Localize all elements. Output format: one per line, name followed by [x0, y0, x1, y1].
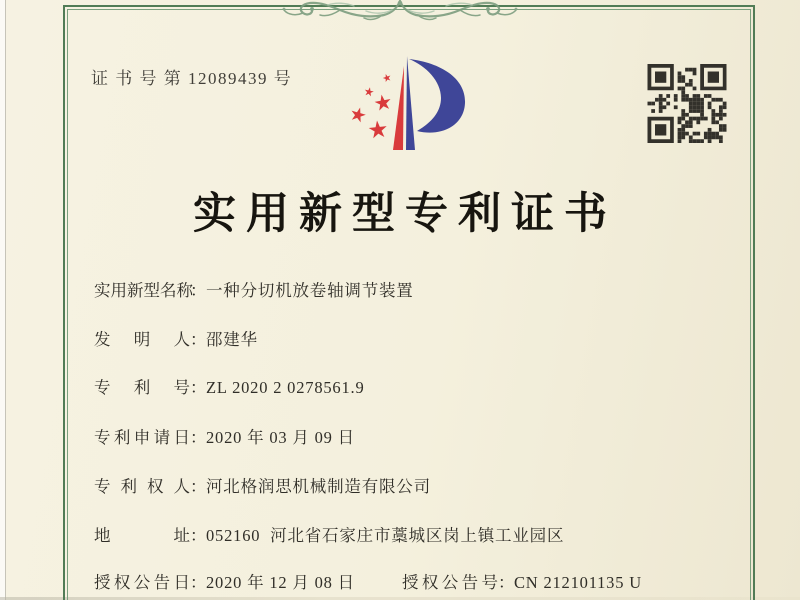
- field-label: 专利申请日: [94, 428, 190, 447]
- field-row-filing-date: [94, 427, 740, 449]
- field-row-address: [94, 525, 740, 547]
- field-row-patentee: [94, 476, 740, 498]
- cnipa-patent-logo-icon: [330, 53, 480, 163]
- field-value: 邵建华: [206, 330, 258, 349]
- grant-number-group: [402, 572, 642, 594]
- field-colon: ：: [190, 378, 207, 397]
- field-label: 专利号: [94, 378, 190, 397]
- field-colon: ：: [190, 477, 207, 496]
- field-value: 河北格润思机械制造有限公司: [206, 477, 431, 496]
- field-value: 2020 年 03 月 09 日: [206, 428, 355, 447]
- field-label: 专利权人: [94, 477, 190, 496]
- field-row-inventor: [94, 329, 740, 351]
- field-colon: ：: [190, 428, 207, 447]
- qr-code-icon: [647, 64, 727, 143]
- field-colon: ：: [190, 281, 207, 300]
- field-colon: ：: [190, 526, 207, 545]
- certificate-number: 证 书 号 第 12089439 号: [91, 69, 293, 88]
- field-value: ZL 2020 2 0278561.9: [206, 378, 365, 397]
- grant-date-value: 2020 年 12 月 08 日: [206, 573, 355, 592]
- footer-row: [94, 572, 740, 594]
- scan-page-edge: [0, 0, 6, 600]
- field-row-utility-model-name: [94, 280, 740, 302]
- field-row-patent-number: [94, 377, 740, 399]
- field-label: 地址: [94, 526, 190, 545]
- grant-number-colon: ：: [498, 573, 515, 592]
- field-colon: ：: [190, 330, 207, 349]
- grant-date-group: [94, 573, 355, 592]
- field-label: 发明人: [94, 330, 190, 349]
- field-label: 实用新型名称: [94, 281, 193, 300]
- grant-date-label: 授权公告日: [94, 573, 190, 592]
- field-value: 052160 河北省石家庄市藁城区岗上镇工业园区: [206, 526, 565, 545]
- green-flourish-ornament-icon: [270, 0, 530, 22]
- field-value: 一种分切机放卷轴调节装置: [206, 281, 414, 300]
- grant-date-colon: ：: [190, 573, 207, 592]
- grant-number-label: 授权公告号: [402, 573, 498, 592]
- grant-number-value: CN 212101135 U: [514, 573, 642, 592]
- certificate-title: 实用新型专利证书: [193, 191, 617, 238]
